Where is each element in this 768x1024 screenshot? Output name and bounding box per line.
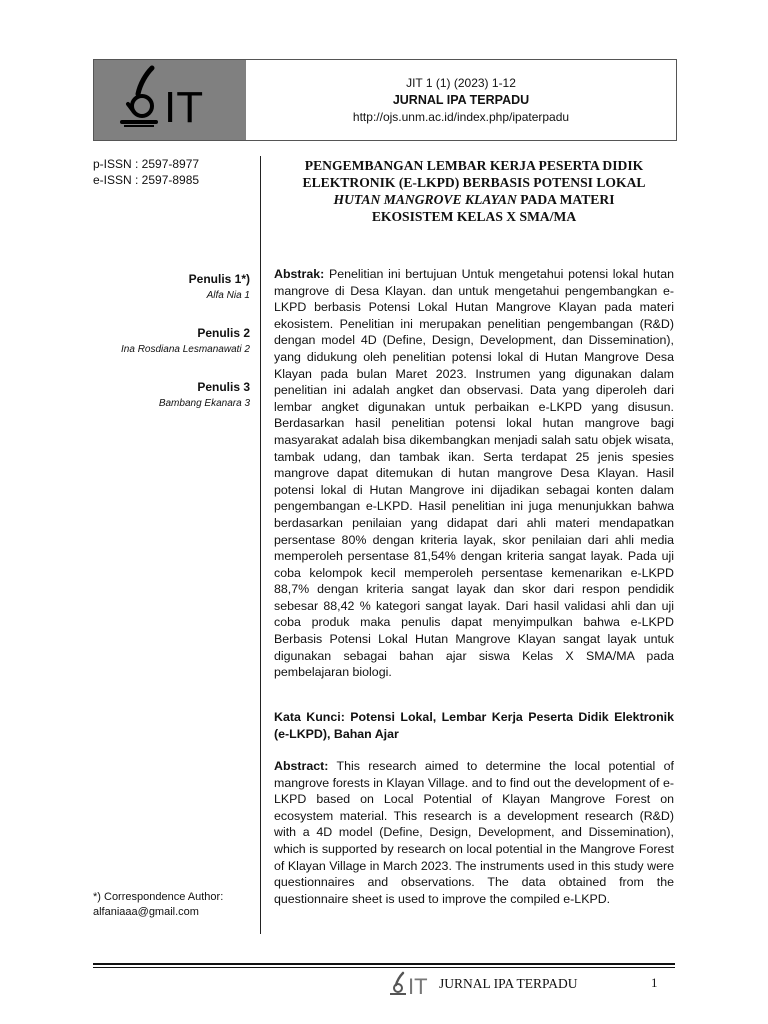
author-name: Ina Rosdiana Lesmanawati 2 [121, 344, 250, 355]
journal-info [246, 60, 676, 140]
author-name: Alfa Nia 1 [206, 290, 250, 301]
title-rest: PADA MATERI [516, 192, 615, 207]
footer-logo-text: IT [408, 974, 428, 997]
journal-url[interactable]: http://ojs.unm.ac.id/index.php/ipaterpadu [352, 110, 570, 124]
correspondence [93, 890, 223, 920]
title-line: EKOSISTEM KELAS X SMA/MA [371, 209, 577, 224]
citation: JIT 1 (1) (2023) 1-12 [406, 76, 516, 90]
title-line: PENGEMBANGAN LEMBAR KERJA PESERTA DIDIK [304, 158, 644, 173]
abstrak [274, 266, 674, 681]
journal-logo [94, 60, 246, 140]
abstrak-text: Penelitian ini bertujuan Untuk mengetahui potensi lokal hutan mangrove di Desa Klayan. dan untuk mengetahui pengembangkan e-LKPD berbasis Potensi Lokal Hutan Mangrove Klayan pada materi ekosistem. Penelitian ini merupakan penelitian pengembangan (R&D) dengan model 4D (Define, Design, Development, dan Dissemination), yang didukung oleh penelitian potensi lokal di Hutan Mangrove Desa Klayan pada bulan Maret 2023. Instrumen yang digunakan dalam penelitian ini adalah angket dan observasi. Data yang diperoleh dari lembar angket digunakan untuk perbaikan e-LKPD yang disusun. Berdasarkan hasil penelitian potensi lokal hutan mangrove bagi masyarakat adalah bisa dikembangkan menjadi salah satu objek wisata, tambak udang, dan tambak ikan. Serta terdapat 25 jenis spesies mangrove dapat ditemukan di hutan mangrove Desa Klayan. Hasil potensi lokal di Hutan Mangrove ini dijadikan sebagai konten dalam pengembangan e-LKPD. Hasil penelitian ini juga menunjukkan bahwa berdasarkan penilaian yang didapat dari ahli materi mendapatkan persentase 80% dengan kriteria layak, skor penilaian dari ahli media memperoleh persentase 81,54% dengan kriteria sangat layak. Pada uji coba kelompok kecil memperoleh persentase kemenarikan e-LKPD 88,7% dengan kriteria sangat layak dan skor dari respon pendidik sebesar 88,42 % kategori sangat layak. Dari hasil validasi ahli dan uji coba produk maka penulis dapat menyimpulkan bahwa e-LKPD Berbasis Potensi Lokal Hutan Mangrove Klayan sangat layak untuk digunakan sebagai bahan ajar siswa Kelas X SMA/MA pada pembelajaran biologi. [274, 267, 674, 680]
author-label: Penulis 3 [197, 380, 250, 394]
abstract-en [274, 758, 674, 907]
column-divider [260, 156, 261, 934]
logo-text: IT [164, 83, 204, 132]
journal-header [93, 59, 677, 141]
footer-rule [93, 967, 675, 968]
author-name: Bambang Ekanara 3 [158, 398, 250, 409]
author-label: Penulis 1*) [188, 272, 250, 286]
title-italic: HUTAN MANGROVE KLAYAN [333, 192, 517, 207]
title-line [274, 191, 674, 208]
author-3 [159, 380, 250, 409]
footer-journal-name: JURNAL IPA TERPADU [439, 976, 578, 991]
keywords: Kata Kunci: Potensi Lokal, Lembar Kerja Peserta Didik Elektronik (e-LKPD), Bahan Ajar [274, 710, 674, 741]
print-issn: p-ISSN : 2597-8977 [93, 157, 200, 171]
issn-block [93, 156, 199, 188]
title-line: ELEKTRONIK (E-LKPD) BERBASIS POTENSI LOKAL [302, 175, 646, 190]
footer-rule [93, 963, 675, 965]
abstrak-label: Abstrak: [274, 267, 325, 281]
abstract-label: Abstract: [274, 759, 329, 773]
paper-title [274, 157, 674, 225]
footer-logo-icon [386, 971, 438, 997]
author-1 [189, 272, 250, 301]
correspondence-label: *) Correspondence Author: [93, 891, 224, 903]
journal-name: JURNAL IPA TERPADU [392, 93, 530, 107]
abstract-text: This research aimed to determine the local potential of mangrove forests in Klayan Village. and to find out the development of e-LKPD based on Local Potential of Klayan Mangrove Forest on ecosystem material. This research is a development research (R&D) with a 4D model (Define, Design, Development, and Dissemination), which is supported by research on local potential in the Mangrove Forest of Klayan Village in March 2023. The instruments used in this study were questionnaires and observations. The data obtained from the questionnaire sheet is used to improve the compiled e-LKPD. [274, 759, 674, 906]
author-label: Penulis 2 [197, 326, 250, 340]
microscope-icon [94, 60, 246, 140]
page-number: 1 [651, 975, 658, 990]
correspondence-email[interactable]: alfaniaaa@gmail.com [93, 906, 199, 918]
electronic-issn: e-ISSN : 2597-8985 [93, 173, 200, 187]
author-2 [121, 326, 250, 355]
